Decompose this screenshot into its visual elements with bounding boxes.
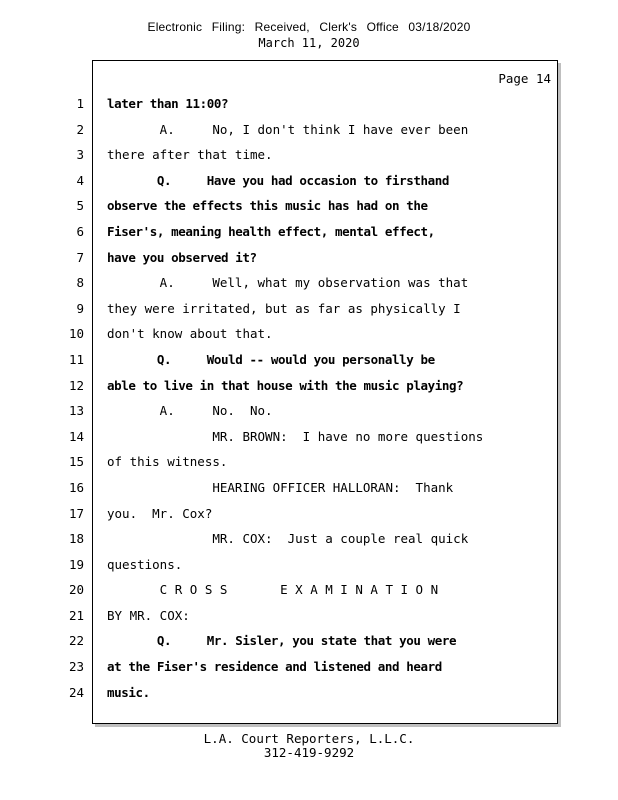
transcript-line: don't know about that. xyxy=(107,326,273,342)
transcript-line: BY MR. COX: xyxy=(107,607,190,623)
line-number: 20 xyxy=(68,582,84,598)
line-number: 21 xyxy=(68,607,84,623)
line-number: 1 xyxy=(76,96,84,111)
transcript-line: music. xyxy=(107,684,150,700)
transcript-line: you. Mr. Cox? xyxy=(107,505,213,521)
transcript-line: A. No, I don't think I have ever been xyxy=(107,121,469,137)
transcript-line: have you observed it? xyxy=(107,249,257,265)
line-number: 8 xyxy=(76,275,84,291)
hearing-date: March 11, 2020 xyxy=(258,36,360,50)
line-number: 12 xyxy=(68,377,84,393)
line-number: 14 xyxy=(68,428,84,444)
line-number: 13 xyxy=(68,403,84,419)
line-number: 24 xyxy=(68,684,84,700)
transcript-line: of this witness. xyxy=(107,454,228,470)
page-number: Page 14 xyxy=(498,71,551,86)
transcript-line: MR. COX: Just a couple real quick xyxy=(107,531,469,547)
transcript-line: Q. Mr. Sisler, you state that you were xyxy=(107,633,457,649)
line-number: 3 xyxy=(76,147,84,163)
transcript-line: Q. Have you had occasion to firsthand xyxy=(107,172,450,188)
line-number: 15 xyxy=(68,454,84,470)
transcript-line: questions. xyxy=(107,556,183,572)
line-number: 23 xyxy=(68,659,84,675)
line-number: 6 xyxy=(76,223,84,239)
transcript-line: able to live in that house with the music playing? xyxy=(107,377,464,393)
line-number-column xyxy=(0,91,84,705)
transcript-line: HEARING OFFICER HALLORAN: Thank xyxy=(107,479,454,495)
line-number: 19 xyxy=(68,556,84,572)
transcript-line: Fiser's, meaning health effect, mental effect, xyxy=(107,223,435,239)
transcript-line: MR. BROWN: I have no more questions xyxy=(107,428,484,444)
transcript-line: Q. Would -- would you personally be xyxy=(107,351,435,367)
line-number: 7 xyxy=(76,249,84,265)
court-reporter-name: L.A. Court Reporters, L.L.C. xyxy=(203,731,415,746)
line-number: 10 xyxy=(68,326,84,342)
footer xyxy=(0,732,618,760)
line-number: 22 xyxy=(68,633,84,649)
filing-stamp: Electronic Filing: Received, Clerk's Office 03/18/2020 xyxy=(147,20,471,34)
line-number: 4 xyxy=(76,172,84,188)
transcript-line: there after that time. xyxy=(107,147,273,163)
transcript-line: A. Well, what my observation was that xyxy=(107,275,469,291)
line-number: 2 xyxy=(76,121,84,137)
line-number: 9 xyxy=(76,300,84,316)
transcript-line: at the Fiser's residence and listened and heard xyxy=(107,659,442,675)
line-number: 16 xyxy=(68,479,84,495)
court-reporter-phone: 312-419-9292 xyxy=(263,745,355,760)
transcript-body xyxy=(107,91,553,705)
transcript-line: later than 11:00? xyxy=(107,96,229,111)
transcript-line: they were irritated, but as far as physically I xyxy=(107,300,461,316)
transcript-line: C R O S S E X A M I N A T I O N xyxy=(107,582,439,598)
line-number: 18 xyxy=(68,531,84,547)
line-number: 5 xyxy=(76,198,84,214)
transcript-line: A. No. No. xyxy=(107,403,273,419)
line-number: 11 xyxy=(68,351,84,367)
transcript-line: observe the effects this music has had on the xyxy=(107,198,428,214)
line-number: 17 xyxy=(68,505,84,521)
